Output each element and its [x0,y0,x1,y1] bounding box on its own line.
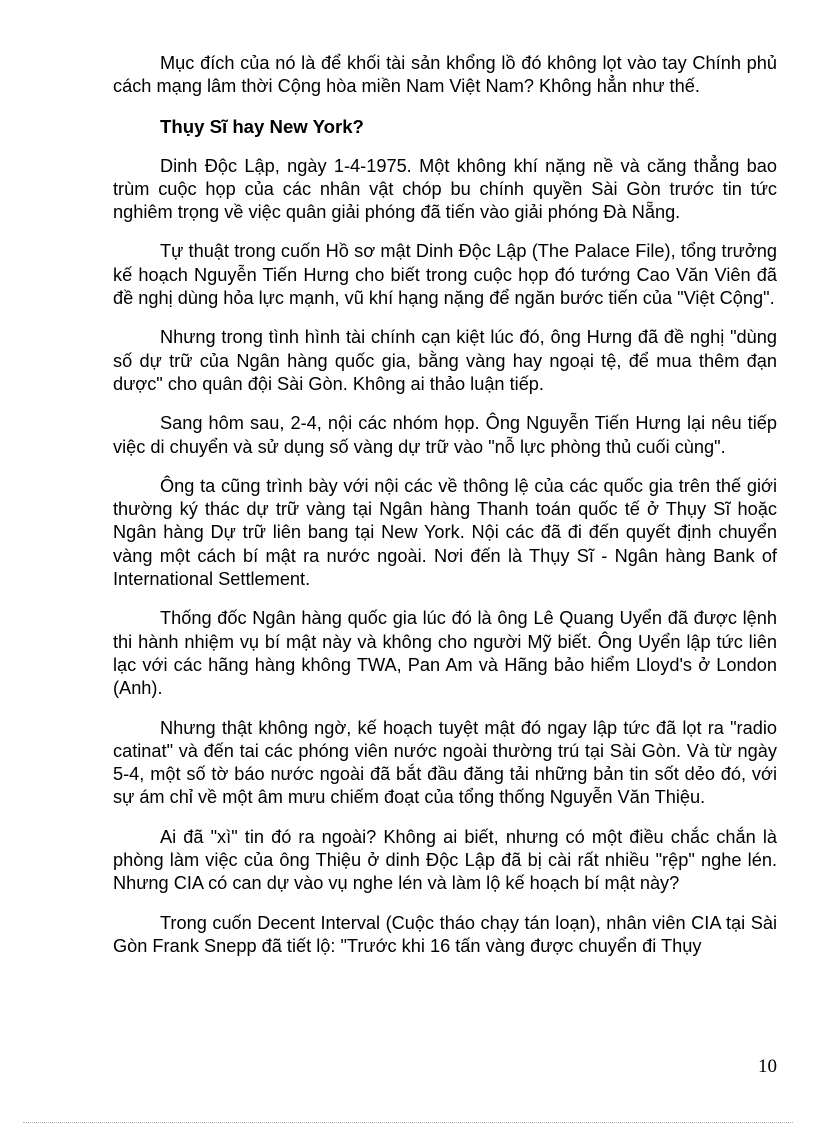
body-paragraph: Nhưng thật không ngờ, kế hoạch tuyệt mật đó ngay lập tức đã lọt ra "radio catinat" và đến tai các phóng viên nước ngoài thường trú tại Sài Gòn. Và từ ngày 5-4, một số tờ báo nước ngoài đã bắt đầu đăng tải những bản tin sốt dẻo đó, với sự ám chỉ về một âm mưu chiếm đoạt của tổng thống Nguyễn Văn Thiệu. [113,717,777,808]
body-paragraph: Ông ta cũng trình bày với nội các về thông lệ của các quốc gia trên thế giới thường ký thác dự trữ vàng tại Ngân hàng Thanh toán quốc tế ở Thụy Sĩ hoặc Ngân hàng Dự trữ liên bang tại New York. Nội các đã đi đến quyết định chuyển vàng một cách bí mật ra nước ngoài. Nơi đến là Thụy Sĩ - Ngân hàng Bank of International Settlement. [113,475,777,590]
document-page [113,52,777,974]
body-paragraph: Trong cuốn Decent Interval (Cuộc tháo chạy tán loạn), nhân viên CIA tại Sài Gòn Frank Snepp đã tiết lộ: "Trước khi 16 tấn vàng được chuyển đi Thụy [113,912,777,956]
body-paragraph: Tự thuật trong cuốn Hồ sơ mật Dinh Độc Lập (The Palace File), tổng trưởng kế hoạch Nguyễn Tiến Hưng cho biết trong cuộc họp đó tướng Cao Văn Viên đã đề nghị dùng hỏa lực mạnh, vũ khí hạng nặng để ngăn bước tiến của "Việt Cộng". [113,241,777,309]
section-heading: Thụy Sĩ hay New York? [160,115,364,137]
body-paragraph: Ai đã "xì" tin đó ra ngoài? Không ai biết, nhưng có một điều chắc chắn là phòng làm việc của ông Thiệu ở dinh Độc Lập đã bị cài rất nhiều "rệp" nghe lén. Nhưng CIA có can dự vào vụ nghe lén và làm lộ kế hoạch bí mật này? [113,826,777,894]
body-paragraph: Dinh Độc Lập, ngày 1-4-1975. Một không khí nặng nề và căng thẳng bao trùm cuộc họp của các nhân vật chóp bu chính quyền Sài Gòn trước tin tức nghiêm trọng về việc quân giải phóng đã tiến vào giải phóng Đà Nẵng. [113,155,777,223]
body-paragraph: Nhưng trong tình hình tài chính cạn kiệt lúc đó, ông Hưng đã đề nghị "dùng số dự trữ của Ngân hàng quốc gia, bằng vàng hay ngoại tệ, để mua thêm đạn dược" cho quân đội Sài Gòn. Không ai thảo luận tiếp. [113,327,777,394]
intro-paragraph: Mục đích của nó là để khối tài sản khổng lồ đó không lọt vào tay Chính phủ cách mạng lâm thời Cộng hòa miền Nam Việt Nam? Không hẳn như thế. [113,53,777,97]
body-paragraph: Sang hôm sau, 2-4, nội các nhóm họp. Ông Nguyễn Tiến Hưng lại nêu tiếp việc di chuyển và sử dụng số vàng dự trữ vào "nỗ lực phòng thủ cuối cùng". [113,413,777,457]
page-number: 10 [758,1056,777,1077]
body-paragraph: Thống đốc Ngân hàng quốc gia lúc đó là ông Lê Quang Uyển đã được lệnh thi hành nhiệm vụ bí mật này và không cho người Mỹ biết. Ông Uyển lập tức liên lạc với các hãng hàng không TWA, Pan Am và Hãng bảo hiểm Lloyd's ở London (Anh). [113,608,777,699]
